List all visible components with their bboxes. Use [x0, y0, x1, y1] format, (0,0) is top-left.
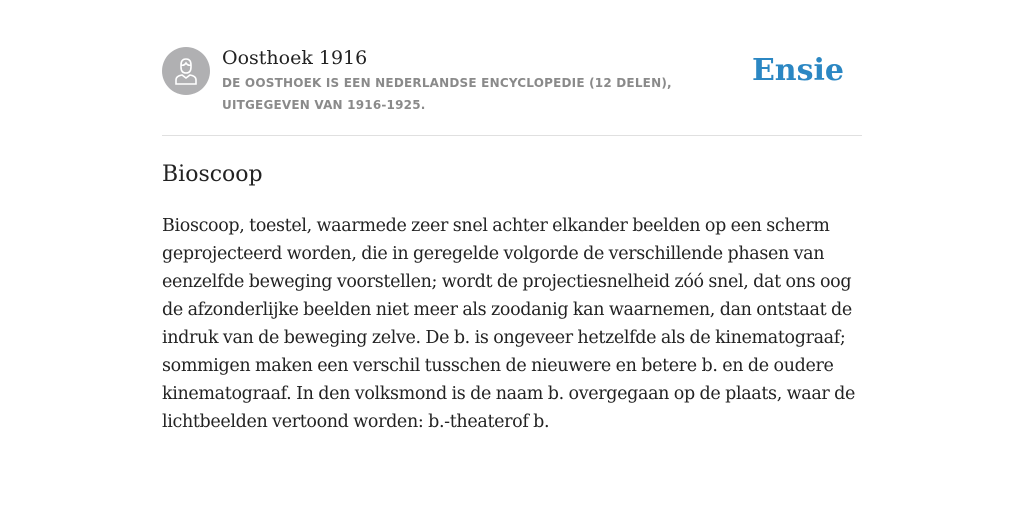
ensie-logo-link[interactable]: Ensie — [751, 53, 844, 88]
source-title[interactable]: Oosthoek 1916 — [222, 47, 368, 69]
user-icon — [174, 57, 198, 85]
entry-title: Bioscoop — [162, 162, 263, 187]
source-description: DE OOSTHOEK IS EEN NEDERLANDSE ENCYCLOPEDIE (12 DELEN), UITGEGEVEN VAN 1916-1925. — [222, 76, 672, 112]
entry-body: Bioscoop, toestel, waarmede zeer snel achter elkander beelden op een scherm geprojecteerd worden, die in geregelde volgorde de verschillende phasen van eenzelfde beweging voorstellen; wordt de projectiesnelheid zóó snel, dat ons oog de afzonderlijke beelden niet meer als zoodanig kan waarnemen, dan ontstaat de indruk van de beweging zelve. De b. is ongeveer hetzelfde als de kinematograaf; sommigen maken een verschil tusschen de nieuwere en betere b. en de oudere kinematograaf. In den volksmond is de naam b. overgegaan op de plaats, waar de lichtbeelden vertoond worden: b.-theaterof b. — [162, 216, 855, 432]
source-avatar — [162, 47, 210, 95]
source-header — [162, 46, 862, 136]
